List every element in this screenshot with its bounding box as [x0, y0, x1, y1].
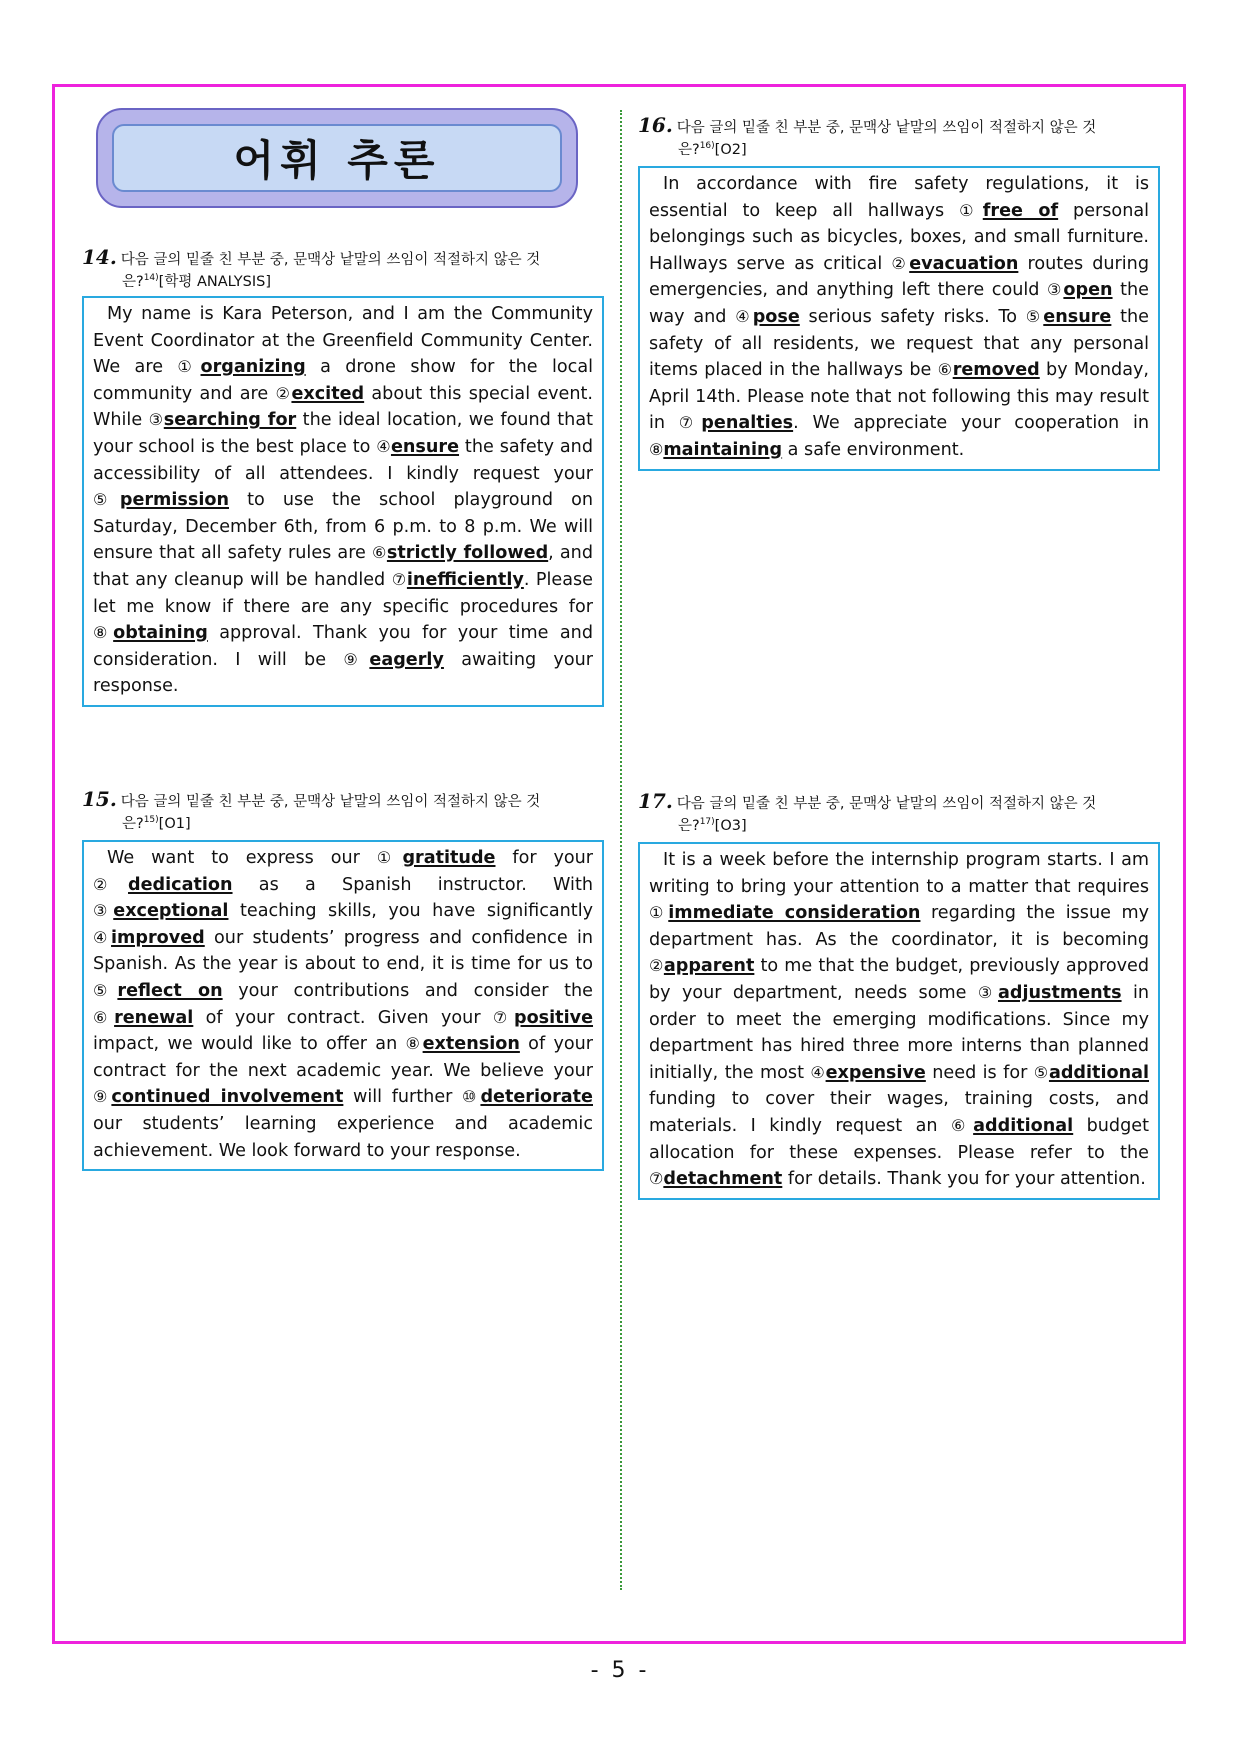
passage-box [638, 842, 1160, 1200]
question-header [638, 789, 1160, 835]
choice-marker: ② [649, 956, 664, 976]
choice-marker: ⑦ [492, 1007, 514, 1027]
choice-marker: ① [177, 357, 201, 377]
underlined-word: extension [422, 1034, 520, 1055]
passage-text: to me that the budget, previously approved by your department, needs some [649, 956, 1150, 1003]
choice-marker: ④ [735, 306, 753, 326]
passage-text: our students’ progress and confidence in Spanish. As the year is about to end, it is time for us to [93, 927, 593, 975]
passage-text: our students’ learning experience and academic achievement. We look forward to your response. [93, 1113, 593, 1161]
question-prompt-tail: 은? [122, 815, 144, 832]
passage-text: a drone show for the local community and are [93, 357, 594, 404]
passage-text: the safety of all residents, we request that any personal items placed in the hallways be [649, 306, 1150, 381]
question-prompt: 다음 글의 밑줄 친 부분 중, 문맥상 낱말의 쓰임이 적절하지 않은 것 [120, 252, 541, 268]
passage-text: as a Spanish instructor. With [232, 874, 593, 895]
underlined-word: ensure [390, 436, 460, 457]
underlined-word: searching for [163, 410, 297, 431]
question-source: [O3] [714, 817, 747, 834]
underlined-word: reflect on [117, 980, 223, 1001]
underlined-word: apparent [663, 956, 755, 977]
choice-marker: ⑧ [649, 439, 664, 459]
passage-text: will further [343, 1087, 463, 1108]
passage-text: It is a week before the internship program starts. I am writing to bring your attention to a matter that requires [649, 850, 1149, 897]
passage-text: the safety and accessibility of all attendees. I kindly request your [93, 436, 593, 484]
passage-text: approval. Thank you for your time and consideration. I will be [93, 623, 593, 670]
column-divider [620, 110, 622, 1590]
underlined-word: penalties [701, 413, 794, 434]
question-number: 15. [82, 787, 117, 811]
choice-marker: ⑤ [93, 490, 120, 510]
underlined-word: additional [1048, 1062, 1150, 1083]
passage-text: of your contract for the next academic year. We believe your [93, 1034, 594, 1081]
passage-text: routes during emergencies, and anything left there could [649, 253, 1149, 301]
underlined-word: immediate consideration [668, 903, 921, 924]
choice-marker: ⑧ [405, 1034, 423, 1054]
passage-text: . Please let me know if there are any specific procedures for [93, 569, 593, 617]
passage-text: by Monday, April 14th. Please note that not following this may result in [649, 360, 1149, 434]
choice-marker: ⑥ [950, 1115, 974, 1135]
choice-marker: ③ [1047, 280, 1064, 300]
choice-marker: ⑥ [93, 1007, 115, 1027]
underlined-word: additional [973, 1115, 1074, 1136]
passage-text: regarding the issue my department has. As the coordinator, it is becoming [649, 903, 1149, 950]
question-number: 14. [82, 245, 117, 269]
footnote-ref: 17) [699, 817, 715, 827]
passage-box [638, 166, 1160, 471]
underlined-word: detachment [663, 1169, 783, 1190]
choice-marker: ⑤ [1033, 1062, 1049, 1082]
section-title-inner [112, 124, 562, 192]
underlined-word: evacuation [909, 253, 1019, 274]
underlined-word: inefficiently [406, 569, 524, 590]
question-prompt-tail: 은? [678, 817, 700, 834]
choice-marker: ① [959, 200, 983, 220]
passage-text: awaiting your response. [93, 649, 593, 697]
passage-text: teaching skills, you have significantly [228, 901, 593, 922]
passage-text: budget allocation for these expenses. Please refer to the [649, 1115, 1149, 1163]
underlined-word: permission [119, 490, 229, 511]
question-source: [학평 ANALYSIS] [158, 273, 271, 290]
underlined-word: exceptional [113, 901, 229, 922]
underlined-word: improved [111, 927, 205, 948]
underlined-word: adjustments [997, 982, 1122, 1003]
choice-marker: ⑤ [93, 980, 118, 1000]
question-prompt-tail: 은? [678, 141, 700, 158]
question-header [82, 787, 604, 833]
choice-marker: ② [891, 253, 910, 273]
underlined-word: eagerly [369, 649, 444, 670]
underlined-word: excited [291, 383, 365, 404]
question-source: [O1] [158, 815, 191, 832]
passage-text: We want to express our [107, 848, 377, 868]
passage-text: need is for [925, 1062, 1034, 1083]
choice-marker: ⑥ [372, 543, 387, 563]
underlined-word: dedication [128, 874, 233, 895]
choice-marker: ② [275, 383, 292, 403]
choice-marker: ③ [148, 410, 164, 430]
underlined-word: ensure [1043, 306, 1112, 327]
section-title: 어휘 추론 [233, 136, 441, 185]
passage-box [82, 296, 604, 707]
passage-text: personal belongings such as bicycles, boxes, and small furniture. Hallways serve as critical [649, 200, 1150, 274]
underlined-word: free of [982, 200, 1059, 221]
choice-marker: ③ [977, 982, 998, 1002]
passage-text: for your [495, 848, 594, 868]
passage-text: serious safety risks. To [799, 306, 1026, 327]
underlined-word: pose [752, 306, 800, 327]
choice-marker: ④ [93, 927, 112, 947]
passage-text: In accordance with fire safety regulations, it is essential to keep all hallways [649, 174, 1149, 221]
question-number: 17. [638, 789, 673, 813]
underlined-word: renewal [114, 1007, 194, 1028]
passage-text: to use the school playground on Saturday, December 6th, from 6 p.m. to 8 p.m. We will ensure that all safety rules are [93, 490, 593, 564]
passage-text: in order to meet the emerging modifications. Since my department has hired three more interns than planned initially, the most [649, 982, 1149, 1083]
question-source: [O2] [714, 141, 747, 158]
choice-marker: ② [93, 874, 129, 894]
passage-text: of your contract. Given your [193, 1007, 493, 1028]
passage-box [82, 840, 604, 1171]
underlined-word: continued involvement [111, 1087, 344, 1108]
choice-marker: ⑦ [649, 1169, 664, 1189]
underlined-word: strictly followed [386, 543, 549, 564]
choice-marker: ⑦ [678, 413, 702, 433]
choice-marker: ① [376, 848, 403, 867]
passage-text: impact, we would like to offer an [93, 1034, 406, 1055]
underlined-word: positive [513, 1007, 594, 1028]
underlined-word: expensive [825, 1062, 926, 1083]
footnote-ref: 16) [699, 141, 715, 151]
question-prompt: 다음 글의 밑줄 친 부분 중, 문맥상 낱말의 쓰임이 적절하지 않은 것 [120, 794, 541, 810]
choice-marker: ③ [93, 901, 114, 921]
choice-marker: ⑨ [343, 649, 370, 669]
question-header [638, 113, 1160, 159]
underlined-word: maintaining [663, 439, 783, 460]
passage-text: a safe environment. [782, 439, 965, 460]
passage-text: about this special event. While [93, 383, 594, 431]
underlined-word: gratitude [402, 848, 496, 868]
underlined-word: open [1063, 280, 1113, 301]
choice-marker: ④ [810, 1062, 826, 1082]
passage-text: , and that any cleanup will be handled [93, 543, 593, 590]
choice-marker: ⑧ [93, 623, 114, 643]
section-title-banner [96, 108, 578, 208]
choice-marker: ⑤ [1025, 306, 1044, 326]
underlined-word: deteriorate [480, 1087, 593, 1108]
question-header [82, 245, 604, 291]
underlined-word: removed [952, 360, 1040, 381]
underlined-word: obtaining [113, 623, 208, 644]
question-prompt-tail: 은? [122, 273, 144, 290]
footnote-ref: 15) [143, 815, 159, 825]
passage-text: My name is Kara Peterson, and I am the Community Event Coordinator at the Greenfield Community Center. We are [93, 304, 593, 378]
choice-marker: ⑦ [391, 569, 407, 589]
page-number: - 5 - [590, 1658, 650, 1683]
question-prompt: 다음 글의 밑줄 친 부분 중, 문맥상 낱말의 쓰임이 적절하지 않은 것 [676, 120, 1097, 136]
choice-marker: ⑨ [93, 1087, 112, 1107]
passage-text: the way and [649, 280, 1150, 327]
choice-marker: ⑩ [462, 1087, 481, 1107]
passage-text: the ideal location, we found that your school is the best place to [93, 410, 594, 457]
choice-marker: ④ [376, 436, 391, 456]
passage-text: for details. Thank you for your attention. [782, 1169, 1146, 1190]
passage-text: funding to cover their wages, training costs, and materials. I kindly request an [649, 1089, 1149, 1136]
choice-marker: ⑥ [937, 360, 953, 380]
passage-text: your contributions and consider the [222, 980, 593, 1001]
underlined-word: organizing [200, 357, 306, 378]
question-number: 16. [638, 113, 673, 137]
question-prompt: 다음 글의 밑줄 친 부분 중, 문맥상 낱말의 쓰임이 적절하지 않은 것 [676, 796, 1097, 812]
passage-text: . We appreciate your cooperation in [793, 413, 1149, 434]
choice-marker: ① [649, 903, 669, 923]
footnote-ref: 14) [143, 273, 159, 283]
